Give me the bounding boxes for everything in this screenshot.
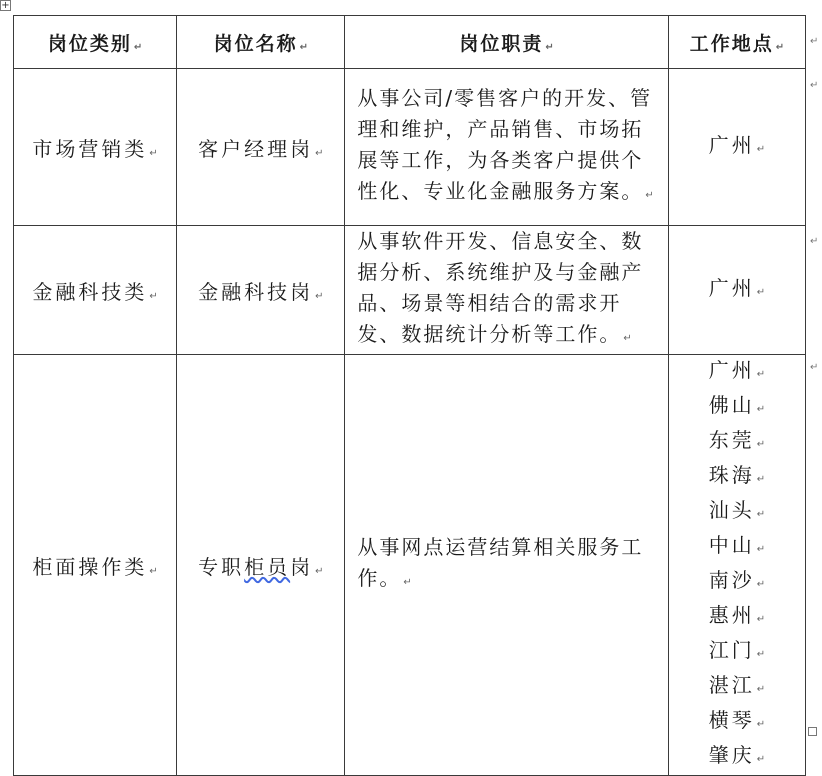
row-end-mark: ↵	[810, 80, 819, 91]
job-positions-table	[13, 15, 806, 776]
location-item: 佛山 ↵	[708, 393, 766, 417]
header-duty: 岗位职责 ↵	[345, 16, 668, 69]
row-end-mark: ↵	[810, 36, 819, 47]
position-cell: 客户经理岗 ↵	[177, 69, 345, 226]
header-category: 岗位类别 ↵	[14, 16, 177, 69]
location-item: 广州 ↵	[708, 358, 766, 382]
header-location: 工作地点 ↵	[668, 16, 805, 69]
position-cell: 专职柜员岗 ↵	[177, 355, 345, 776]
location-item: 横琴 ↵	[708, 708, 766, 732]
location-item: 惠州 ↵	[708, 603, 766, 627]
duty-cell: 从事软件开发、信息安全、数据分析、系统维护及与金融产品、场景等相结合的需求开发、数据统计分析等工作。 ↵	[345, 226, 668, 355]
table-row	[14, 69, 806, 226]
location-item: 汕头 ↵	[708, 498, 766, 522]
category-cell: 金融科技类 ↵	[14, 226, 177, 355]
location-cell	[668, 69, 805, 226]
table-row	[14, 226, 806, 355]
location-cell	[668, 226, 805, 355]
category-cell: 市场营销类 ↵	[14, 69, 177, 226]
location-list	[669, 130, 805, 165]
location-item: 中山 ↵	[708, 533, 766, 557]
location-list	[669, 273, 805, 308]
location-item: 广州 ↵	[708, 275, 766, 300]
header-row	[14, 16, 806, 69]
category-cell: 柜面操作类 ↵	[14, 355, 177, 776]
table-resize-handle[interactable]	[808, 727, 817, 736]
duty-cell: 从事网点运营结算相关服务工作。 ↵	[345, 355, 668, 776]
duty-cell: 从事公司/零售客户的开发、管理和维护，产品销售、市场拓展等工作，为各类客户提供个性化、专业化金融服务方案。 ↵	[345, 69, 668, 226]
location-item: 肇庆 ↵	[708, 743, 766, 767]
location-item: 东莞 ↵	[708, 428, 766, 452]
table-row	[14, 355, 806, 776]
table-move-handle[interactable]: +	[1, 0, 10, 11]
position-cell: 金融科技岗 ↵	[177, 226, 345, 355]
row-end-mark: ↵	[810, 236, 819, 247]
location-item: 广州 ↵	[708, 132, 766, 157]
header-position: 岗位名称 ↵	[177, 16, 345, 69]
location-item: 江门 ↵	[708, 638, 766, 662]
location-cell	[668, 355, 805, 776]
location-item: 珠海 ↵	[708, 463, 766, 487]
location-item: 湛江 ↵	[708, 673, 766, 697]
spellcheck-marked-text[interactable]: 柜员	[244, 554, 291, 579]
location-list	[669, 355, 805, 775]
row-end-mark: ↵	[810, 362, 819, 373]
location-item: 南沙 ↵	[708, 568, 766, 592]
